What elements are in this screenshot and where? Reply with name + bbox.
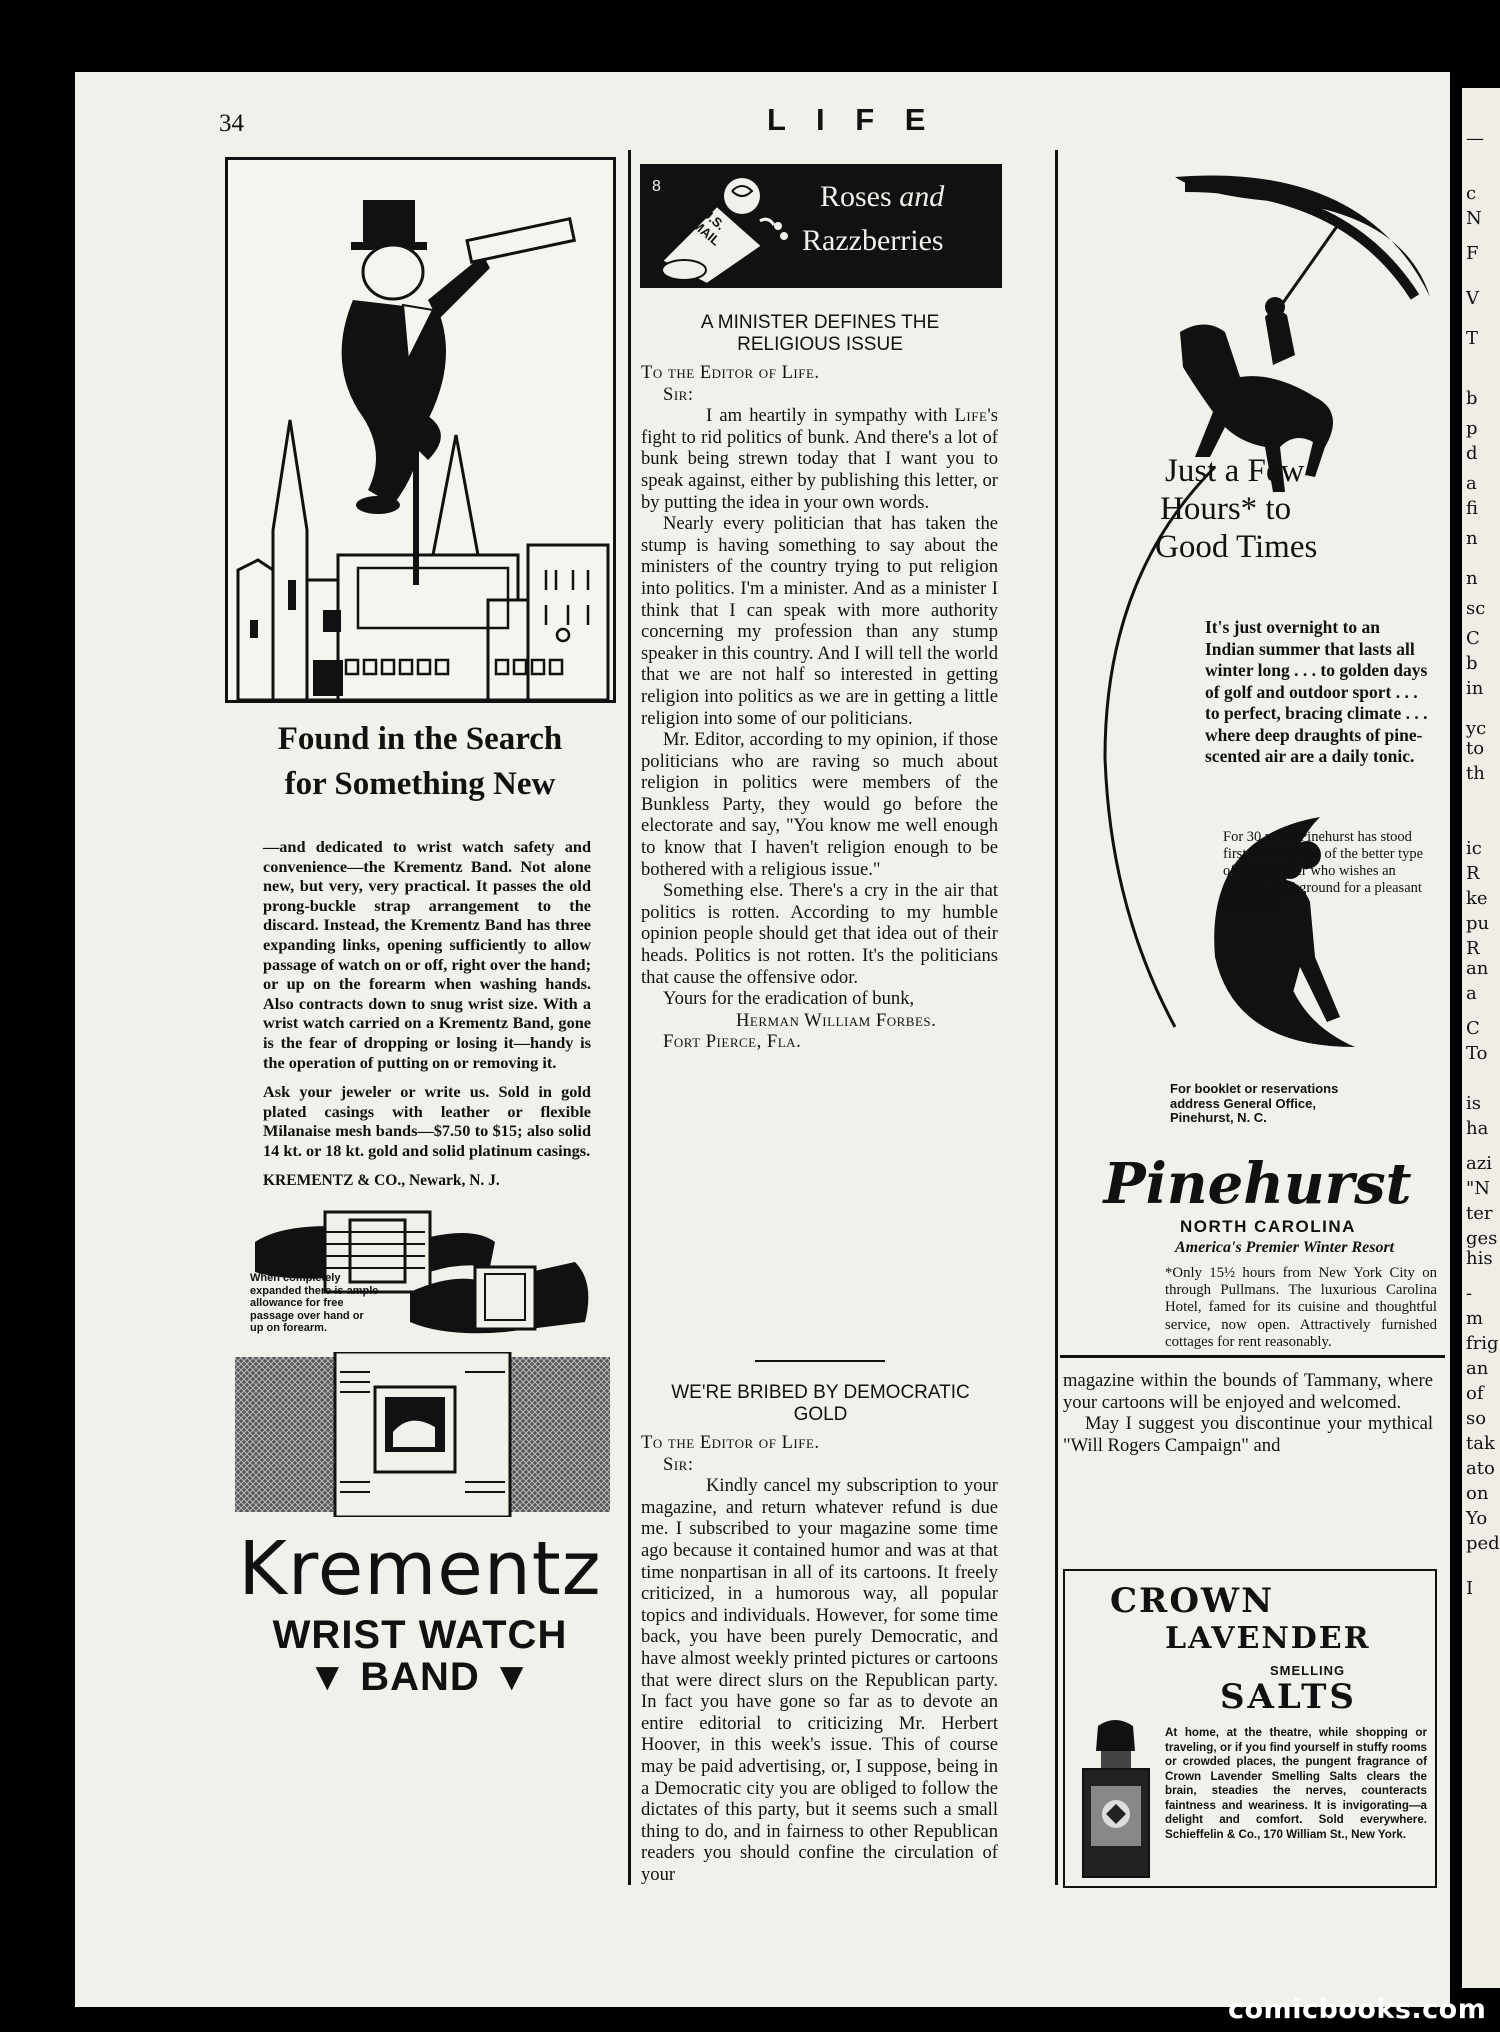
letter2-p1-cont: magazine within the bounds of Tammany, where your cartoons will be enjoyed and welcomed. [1063,1370,1433,1413]
next-page-fragment: n [1466,528,1478,549]
krementz-illustration [225,157,616,703]
letter1-closing: Yours for the eradication of bunk, [663,988,915,1010]
letter1-p1: I am heartily in sympathy with Life's fight to rid politics of bunk. And there's a lot of bunk being strewn today that I want you to speak against, either by publishing this letter, or by putting the idea in your own words. [641,405,998,513]
krementz-company: KREMENTZ & CO., Newark, N. J. [263,1171,500,1189]
krementz-headline-line2: for Something New [284,766,556,802]
column-rule-right [1055,150,1058,1885]
crown-body: At home, at the theatre, while shopping or traveling, or if you find yourself in stuffy rooms or crowded places, the pungent fragrance of Crown Lavender Smelling Salts clears the brain, steadies the nerves, counteracts faintness and weariness. It is invigorating—a delight and comfort. Sold everywhere. Schieffelin & Co., 170 William St., New York. [1165,1726,1427,1841]
column-title-word2: Razzberries [802,224,944,257]
watermark: comicbooks.com [1228,1994,1487,2025]
magazine-title: L I F E [767,102,932,137]
crown-smelling: SMELLING [1270,1663,1346,1678]
next-page-fragment: T [1466,328,1479,349]
letter2-continuation [1063,1370,1433,1456]
next-page-fragment: b [1466,388,1478,409]
page-number: 34 [219,110,244,137]
letter2-p2: May I suggest you discontinue your mythical "Will Rogers Campaign" and [1063,1413,1433,1456]
letter1-title: A MINISTER DEFINES THE RELIGIOUS ISSUE [700,312,940,355]
next-page-fragment: C [1466,628,1480,649]
pinehurst-body-p2: For 30 years Pinehurst has stood first in the hearts of the better type of sports lover who wishes an outdoor background for a pleasant social life. [1223,829,1424,913]
crown-lavender-ad [1063,1569,1437,1888]
next-page-fragment: "N [1466,1178,1491,1199]
next-page-fragment: ic [1466,838,1482,859]
next-page-fragment: N [1466,208,1482,229]
next-page-fragment: Yo [1466,1508,1488,1529]
next-page-fragment: ato [1466,1458,1495,1479]
krementz-logo: Krementz [238,1526,602,1612]
next-page-fragment: R [1466,863,1480,884]
column-title-word1: Roses [820,180,892,213]
next-page-fragment: an [1466,958,1489,979]
next-page-fragment: ter [1466,1203,1493,1224]
letter1-place: Fort Pierce, Fla. [663,1031,802,1053]
next-page-fragment: in [1466,678,1484,699]
next-page-fragment: d [1466,443,1478,464]
pinehurst-headline-line2: Hours* to [1160,491,1292,527]
next-page-fragment: a [1466,983,1477,1004]
mesh-band-illustration [235,1352,610,1517]
letter2-title: WE'RE BRIBED BY DEMOCRATIC GOLD [671,1382,970,1425]
next-page-fragment: ges [1466,1228,1498,1249]
krementz-headline-line1: Found in the Search [277,721,563,757]
next-page-fragment: ha [1466,1118,1489,1139]
next-page-fragment: V [1466,288,1479,309]
next-page-fragment: yc [1466,718,1487,739]
next-page-fragment: his [1466,1248,1493,1269]
next-page-edge [1462,88,1500,1988]
salts-bottle-illustration [1073,1716,1158,1881]
next-page-fragment: m [1466,1308,1484,1329]
krementz-tagline-line2: ▼ BAND ▼ [307,1655,533,1699]
next-page-fragment: c [1466,183,1477,204]
next-page-fragment: frig [1466,1333,1499,1354]
right-column-rule [1060,1355,1445,1358]
next-page-fragment: C [1466,1018,1480,1039]
pinehurst-booklet-note: For booklet or reservations address General Office, Pinehurst, N. C. [1170,1081,1339,1125]
pinehurst-slogan: America's Premier Winter Resort [1175,1239,1395,1256]
pinehurst-footnote: *Only 15½ hours from New York City on through Pullmans. The luxurious Carolina Hotel, famed for its cuisine and thoughtful service, now open. Attractively furnished cottages for rent reasonably. [1165,1265,1437,1350]
watch-caption: When completely expanded there is ample allowance for free passage over hand or up on forearm. [250,1272,379,1334]
pinehurst-logo: Pinehurst [1103,1151,1412,1217]
pinehurst-body-p1: It's just overnight to an Indian summer that lasts all winter long . . . to golden days of golf and outdoor sport . . . to perfect, bracing climate . . . where deep draughts of pine-scented air are a daily tonic. [1205,617,1428,766]
letter-separator [755,1360,885,1362]
pinehurst-headline-line1: Just a Few [1165,453,1305,489]
next-page-fragment: azi [1466,1153,1492,1174]
letter1-sir: Sir: [663,383,694,405]
mailbag-number: 8 [652,178,661,195]
pinehurst-state: NORTH CAROLINA [1180,1217,1356,1236]
next-page-fragment: — [1466,128,1484,149]
column-title-and: and [899,180,945,213]
pinehurst-headline-line3: Good Times [1155,529,1318,565]
letter2-p1: Kindly cancel my subscription to your magazine, and return whatever refund is due me. I subscribed to your magazine some time ago because it contained humor and was at that time nonpartisan in all of its cartoons. It freely criticized, in a humorous way, all popular topics and individuals. However, for some time back, you have been purely Democratic, and have almost weekly printed pictures or cartoons that were direct slurs on the Republican party. In fact you have gone so far as to devote an entire editorial to criticizing Mr. Herbert Hoover, in this week's issue. This of course may be paid advertising, or, I suppose, being in a Democratic city you are obliged to follow the dictates of this party, but it seems such a small thing to do, and in fairness to other Republican readers you should confine the circulation of your [641,1475,998,1885]
magazine-page [75,72,1450,2007]
next-page-fragment: so [1466,1408,1487,1429]
crown-salts: SALTS [1220,1677,1357,1717]
next-page-fragment: sc [1466,598,1486,619]
letter2-sir: Sir: [663,1453,694,1475]
next-page-fragment: To [1466,1043,1488,1064]
roses-razzberries-banner [640,164,1002,288]
next-page-fragment: of [1466,1383,1484,1404]
crown-title-line2: LAVENDER [1165,1621,1371,1656]
letter2-salutation: To the Editor of Life. [641,1432,820,1453]
krementz-body-p2: Ask your jeweler or write us. Sold in gold plated casings with leather or flexible Milanaise mesh bands—$7.50 to $15; also solid 14 kt. or 18 kt. gold and solid platinum casings. [263,1082,591,1160]
next-page-fragment: a [1466,473,1477,494]
next-page-fragment: ped [1466,1533,1500,1554]
crown-title-line1: CROWN [1110,1581,1275,1621]
column-rule-left [628,150,631,1885]
next-page-fragment: - [1466,1283,1473,1304]
next-page-fragment: pu [1466,913,1490,934]
next-page-fragment: R [1466,938,1480,959]
letter2-body [641,1432,998,1885]
krementz-body-p1: —and dedicated to wrist watch safety and convenience—the Krementz Band. Not alone new, but very, very practical. It passes the old prong-buckle strap arrangement to the discard. Instead, the Krementz Band has three expanding links, opening sufficiently to allow passage of watch on or off, right over the hand; or up on the forearm when washing hands. Also contracts down to snug wrist size. With a wrist watch carried on a Krementz Band, gone is the fear of dropping or losing it—handy is the operation of putting on or removing it. [263,837,591,1072]
next-page-fragment: I [1466,1578,1474,1599]
next-page-fragment: tak [1466,1433,1495,1454]
next-page-fragment: n [1466,568,1478,589]
letter1-p2: Nearly every politician that has taken the stump is having something to say about the ministers of the country trying to put religion into politics. I'm a minister. And as a minister I think that I can speak with more authority concerning my profession than any stump speaker in this country. And I will tell the world that we are not half so interested in getting religion into politics as we are in getting a little religion into some of our politicians. [641,513,998,729]
next-page-fragment: an [1466,1358,1489,1379]
mailbag-text: U.S. MAIL [689,205,729,249]
letter1-p4: Something else. There's a cry in the air that politics is rotten. According to my humble opinion people should get that idea out of their heads. Politics is not rotten. It's the politicians that cause the offensive odor. [641,880,998,988]
next-page-fragment: to [1466,738,1485,759]
krementz-body [263,837,591,1190]
next-page-fragment: fi [1466,498,1479,519]
letter1-salutation: To the Editor of Life. [641,362,820,383]
letter1-signature: Herman William Forbes. [736,1009,937,1031]
next-page-fragment: b [1466,653,1478,674]
letter1-body [641,362,998,1053]
letter1-p3: Mr. Editor, according to my opinion, if those politicians who are raving so much about religion in politics were members of the Bunkless Party, they would go before the electorate and say, "You know me well enough to know that I haven't religion enough to be bothered with a religious issue." [641,729,998,880]
next-page-fragment: F [1466,243,1479,264]
next-page-fragment: is [1466,1093,1481,1114]
next-page-fragment: on [1466,1483,1489,1504]
next-page-fragment: ke [1466,888,1488,909]
man-on-pole-illustration [228,160,613,700]
next-page-fragment: th [1466,763,1485,784]
krementz-tagline-line1: WRIST WATCH [272,1613,568,1657]
next-page-fragment: p [1466,418,1478,439]
